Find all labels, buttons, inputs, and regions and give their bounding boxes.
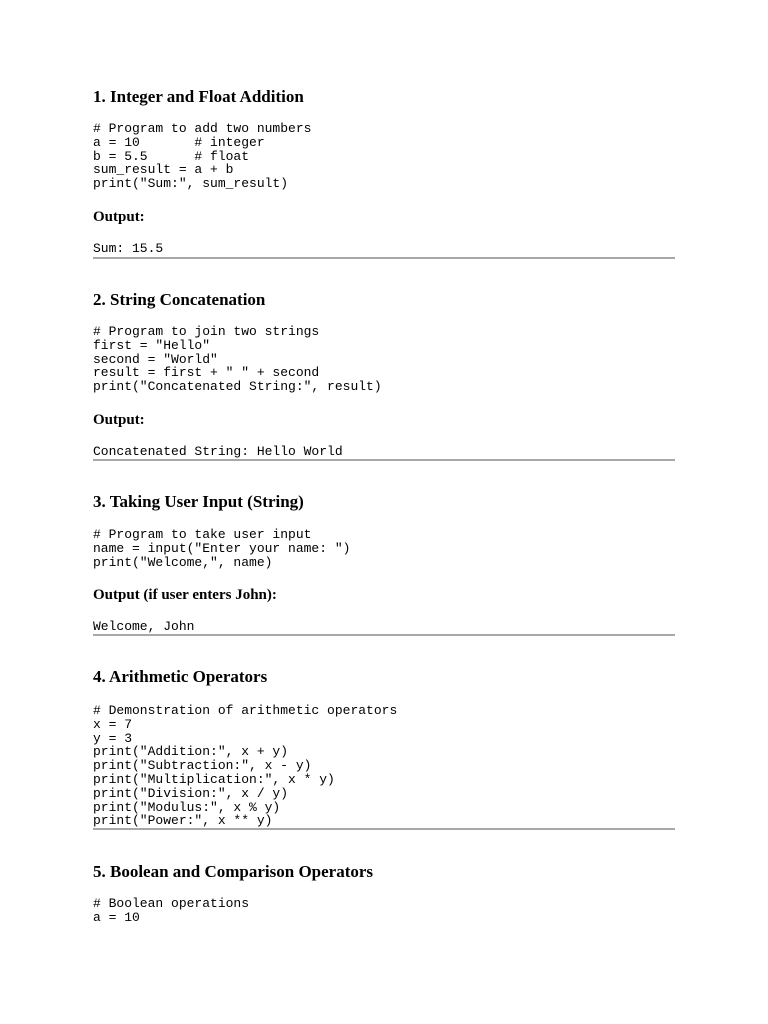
section-1-title: 1. Integer and Float Addition bbox=[93, 87, 304, 106]
section-1-output-label: Output: bbox=[93, 209, 145, 225]
section-2-code-block: # Program to join two strings first = "Hello" second = "World" result = first + " " + second print("Concatenated String:", result) bbox=[93, 324, 382, 395]
section-5-title: 5. Boolean and Comparison Operators bbox=[93, 862, 374, 881]
section-2-title: 2. String Concatenation bbox=[93, 290, 266, 309]
section-1-output: Sum: 15.5 bbox=[93, 241, 164, 256]
section-4-title: 4. Arithmetic Operators bbox=[93, 667, 268, 686]
section-3-code-block: # Program to take user input name = input("Enter your name: ") print("Welcome,", name) bbox=[93, 527, 351, 570]
section-1-divider bbox=[93, 257, 675, 259]
section-3-output: Welcome, John bbox=[93, 619, 195, 634]
section-2-divider bbox=[93, 459, 675, 461]
section-1-code-block: # Program to add two numbers a = 10 # integer b = 5.5 # float sum_result = a + b print("Sum:", sum_result) bbox=[93, 121, 312, 192]
section-4-divider bbox=[93, 828, 675, 830]
section-4-code-block: # Demonstration of arithmetic operators x = 7 y = 3 print("Addition:", x + y) print("Subtraction:", x - y) print("Multiplication:", x * y) print("Division:", x / y) print("Modulus:", x % y) print("Power:", x ** y) bbox=[93, 703, 398, 829]
section-2-output-label: Output: bbox=[93, 412, 145, 428]
section-5-code-block: # Boolean operations a = 10 bbox=[93, 896, 250, 925]
section-3-title: 3. Taking User Input (String) bbox=[93, 492, 304, 511]
section-3-divider bbox=[93, 634, 675, 636]
section-2-output: Concatenated String: Hello World bbox=[93, 444, 343, 459]
section-3-output-label: Output (if user enters John): bbox=[93, 587, 277, 603]
